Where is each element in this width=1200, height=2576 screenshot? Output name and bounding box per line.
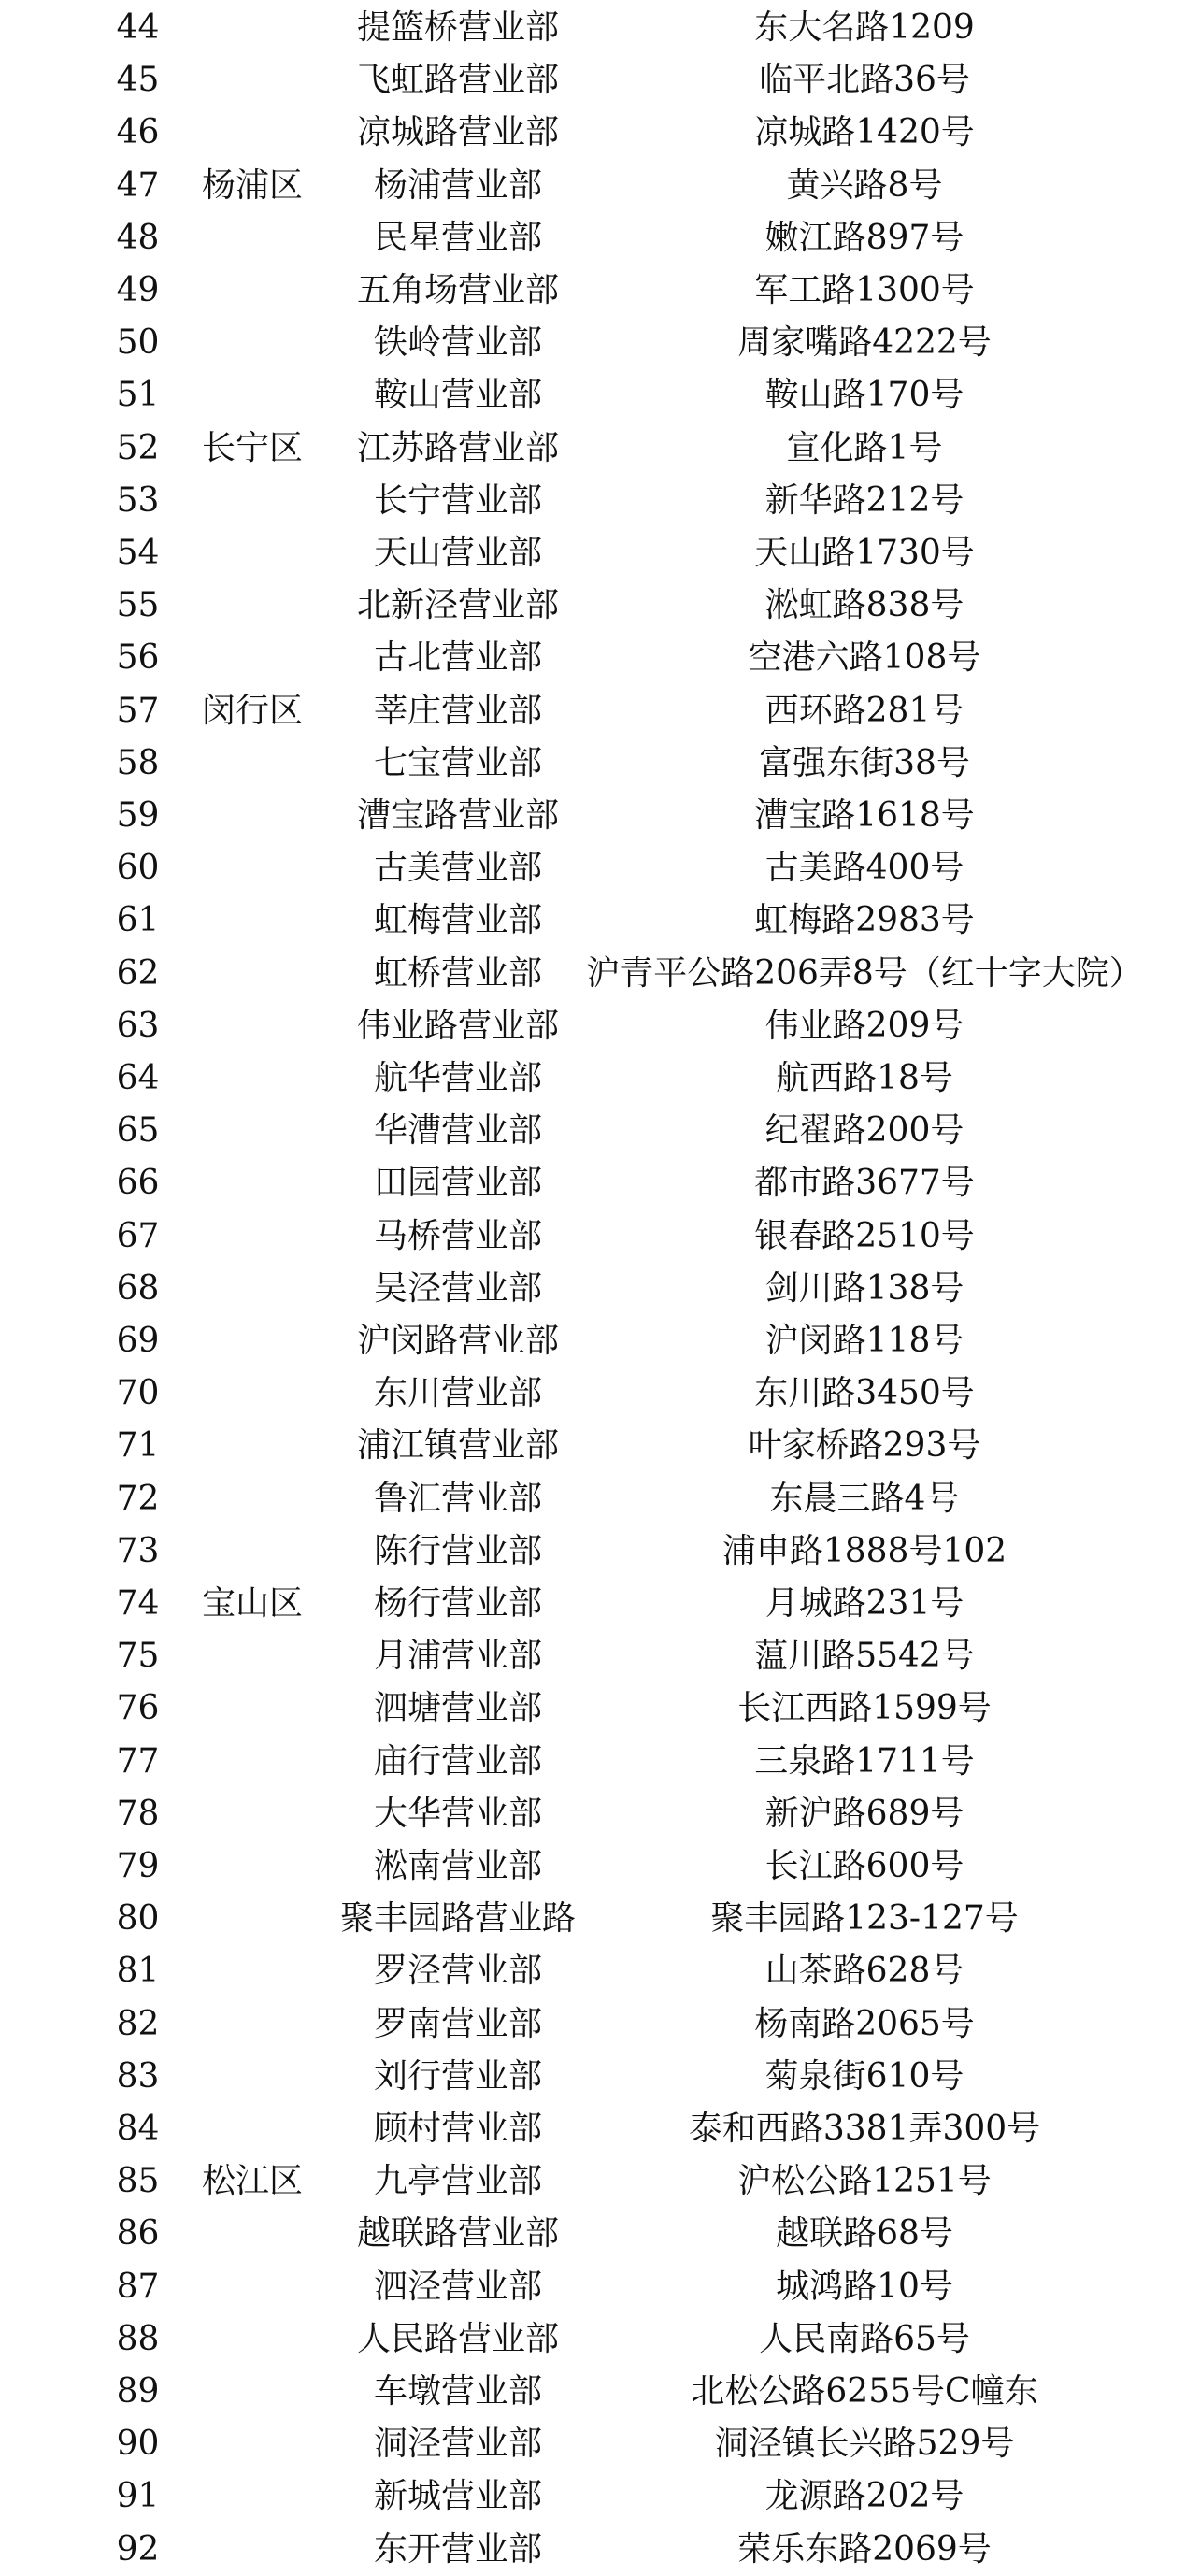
district-cell — [182, 1893, 322, 1945]
table-row — [0, 1000, 1200, 1052]
branch-name-cell: 鲁汇营业部 — [373, 1479, 542, 1518]
district-cell — [182, 1315, 322, 1367]
table-row — [0, 2366, 1200, 2418]
branch-name-cell: 东开营业部 — [373, 2529, 542, 2569]
table-row — [0, 54, 1200, 107]
row-number: 68 — [116, 1268, 160, 1308]
row-number: 57 — [116, 691, 160, 730]
address-cell: 泰和西路3381弄300号 — [688, 2110, 1041, 2148]
address-cell: 西环路281号 — [764, 691, 964, 730]
row-number: 89 — [116, 2372, 160, 2411]
table-row — [0, 685, 1200, 737]
table-row — [0, 737, 1200, 790]
address-cell: 凉城路1420号 — [754, 113, 975, 152]
table-row — [0, 1578, 1200, 1630]
district-cell — [182, 2103, 322, 2155]
district-cell — [182, 1788, 322, 1840]
address-cell: 越联路68号 — [776, 2214, 953, 2254]
address-cell: 沪闵路118号 — [764, 1322, 964, 1360]
table-row — [0, 160, 1200, 212]
branch-name-cell: 越联路营业部 — [356, 2214, 559, 2254]
branch-name-cell: 天山营业部 — [373, 534, 542, 572]
district-cell — [182, 1630, 322, 1682]
address-cell: 荣乐东路2069号 — [737, 2529, 992, 2569]
district-cell — [182, 1052, 322, 1105]
district-cell — [182, 1367, 322, 1420]
row-number: 86 — [116, 2214, 160, 2254]
row-number: 54 — [116, 534, 160, 572]
address-cell: 三泉路1711号 — [754, 1741, 975, 1781]
district-cell — [182, 1945, 322, 1997]
branch-name-cell: 漕宝路营业部 — [356, 796, 559, 835]
address-cell: 北松公路6255号C幢东 — [691, 2372, 1038, 2411]
row-number: 63 — [116, 1006, 160, 1045]
district-cell — [182, 2418, 322, 2470]
row-number: 45 — [116, 61, 160, 100]
district-cell — [182, 475, 322, 527]
address-cell: 天山路1730号 — [754, 534, 975, 572]
district-cell — [182, 948, 322, 1000]
row-number: 61 — [116, 901, 160, 940]
table-row — [0, 1210, 1200, 1263]
district-cell — [182, 317, 322, 369]
row-number: 76 — [116, 1689, 160, 1728]
table-row — [0, 1473, 1200, 1525]
row-number: 51 — [116, 376, 160, 415]
district-cell — [182, 1000, 322, 1052]
district-cell — [182, 1473, 322, 1525]
district-cell — [182, 2261, 322, 2313]
address-cell: 军工路1300号 — [754, 271, 975, 309]
address-cell: 虹梅路2983号 — [754, 901, 975, 940]
branch-name-cell: 七宝营业部 — [373, 743, 542, 782]
branch-name-cell: 浦江镇营业部 — [356, 1426, 559, 1466]
row-number: 60 — [116, 849, 160, 888]
address-cell: 长江西路1599号 — [737, 1689, 992, 1728]
row-number: 67 — [116, 1216, 160, 1255]
district-cell — [182, 212, 322, 265]
district-cell: 松江区 — [201, 2162, 303, 2201]
row-number: 80 — [116, 1899, 160, 1939]
branch-name-cell: 虹桥营业部 — [373, 953, 542, 993]
row-number: 82 — [116, 2004, 160, 2043]
district-cell: 长宁区 — [201, 428, 303, 467]
table-row — [0, 2103, 1200, 2155]
branch-name-cell: 鞍山营业部 — [373, 376, 542, 415]
address-cell: 新华路212号 — [764, 480, 964, 520]
address-cell: 龙源路202号 — [764, 2477, 964, 2516]
table-row — [0, 2051, 1200, 2103]
branch-name-cell: 淞南营业部 — [373, 1847, 542, 1885]
address-cell: 鞍山路170号 — [764, 376, 964, 415]
table-row — [0, 2418, 1200, 2470]
address-cell: 浦申路1888号102 — [721, 1531, 1007, 1570]
address-cell: 宣化路1号 — [786, 428, 943, 467]
table-row — [0, 317, 1200, 369]
branch-name-cell: 凉城路营业部 — [356, 113, 559, 152]
row-number: 85 — [116, 2162, 160, 2201]
table-row — [0, 1105, 1200, 1157]
table-row — [0, 475, 1200, 527]
table-row — [0, 894, 1200, 947]
table-row — [0, 265, 1200, 317]
branch-name-cell: 马桥营业部 — [373, 1216, 542, 1255]
table-row — [0, 1840, 1200, 1893]
row-number: 73 — [116, 1531, 160, 1570]
address-cell: 沪松公路1251号 — [737, 2162, 992, 2201]
branch-name-cell: 古美营业部 — [373, 849, 542, 888]
branch-name-cell: 伟业路营业部 — [356, 1006, 559, 1045]
district-cell — [182, 2524, 322, 2576]
row-number: 62 — [116, 953, 160, 993]
row-number: 59 — [116, 796, 160, 835]
branch-name-cell: 新城营业部 — [373, 2477, 542, 2516]
table-row — [0, 2313, 1200, 2366]
branch-name-cell: 飞虹路营业部 — [356, 61, 559, 100]
row-number: 92 — [116, 2529, 160, 2569]
row-number: 81 — [116, 1952, 160, 1991]
branch-name-cell: 田园营业部 — [373, 1164, 542, 1203]
address-cell: 聚丰园路123-127号 — [710, 1899, 1019, 1939]
branch-name-cell: 人民路营业部 — [356, 2319, 559, 2358]
district-cell: 杨浦区 — [201, 165, 303, 205]
table-row — [0, 212, 1200, 265]
district-cell — [182, 107, 322, 159]
table-row — [0, 632, 1200, 684]
address-cell: 富强东街38号 — [759, 743, 970, 782]
row-number: 70 — [116, 1374, 160, 1413]
row-number: 44 — [116, 8, 160, 47]
row-number: 91 — [116, 2477, 160, 2516]
address-cell: 东川路3450号 — [754, 1374, 975, 1413]
address-cell: 古美路400号 — [764, 849, 964, 888]
branch-name-cell: 九亭营业部 — [373, 2162, 542, 2201]
address-cell: 漕宝路1618号 — [754, 796, 975, 835]
district-cell — [182, 580, 322, 632]
district-cell: 闵行区 — [201, 691, 303, 730]
district-cell — [182, 2366, 322, 2418]
branch-name-cell: 罗南营业部 — [373, 2004, 542, 2043]
address-cell: 沪青平公路206弄8号（红十字大院） — [586, 953, 1143, 993]
address-cell: 临平北路36号 — [759, 61, 970, 100]
row-number: 83 — [116, 2056, 160, 2096]
row-number: 66 — [116, 1164, 160, 1203]
row-number: 50 — [116, 323, 160, 363]
row-number: 72 — [116, 1479, 160, 1518]
row-number: 78 — [116, 1794, 160, 1833]
row-number: 49 — [116, 271, 160, 309]
branch-name-cell: 五角场营业部 — [356, 271, 559, 309]
row-number: 79 — [116, 1847, 160, 1885]
district-cell — [182, 2470, 322, 2523]
table-row — [0, 2524, 1200, 2576]
table-row — [0, 1788, 1200, 1840]
table-row — [0, 1893, 1200, 1945]
branch-name-cell: 东川营业部 — [373, 1374, 542, 1413]
branch-name-cell: 古北营业部 — [373, 638, 542, 678]
table-row — [0, 580, 1200, 632]
row-number: 69 — [116, 1322, 160, 1360]
branch-name-cell: 陈行营业部 — [373, 1531, 542, 1570]
table-row — [0, 369, 1200, 422]
row-number: 46 — [116, 113, 160, 152]
table-row — [0, 1052, 1200, 1105]
table-row — [0, 1525, 1200, 1578]
district-cell — [182, 790, 322, 842]
table-row — [0, 790, 1200, 842]
table-row — [0, 422, 1200, 475]
row-number: 88 — [116, 2319, 160, 2358]
row-number: 71 — [116, 1426, 160, 1466]
table-row — [0, 1630, 1200, 1682]
address-cell: 东晨三路4号 — [769, 1479, 960, 1518]
address-cell: 伟业路209号 — [764, 1006, 964, 1045]
table-row — [0, 1945, 1200, 1997]
branch-name-cell: 莘庄营业部 — [373, 691, 542, 730]
row-number: 58 — [116, 743, 160, 782]
table-row — [0, 2261, 1200, 2313]
table-row — [0, 1263, 1200, 1315]
branch-name-cell: 泗泾营业部 — [373, 2267, 542, 2306]
table-row — [0, 2155, 1200, 2208]
row-number: 74 — [116, 1584, 160, 1623]
district-cell — [182, 1736, 322, 1788]
branch-name-cell: 庙行营业部 — [373, 1741, 542, 1781]
district-cell — [182, 1998, 322, 2051]
district-cell — [182, 54, 322, 107]
address-cell: 洞泾镇长兴路529号 — [714, 2425, 1015, 2464]
branch-name-cell: 沪闵路营业部 — [356, 1322, 559, 1360]
district-cell — [182, 632, 322, 684]
row-number: 52 — [116, 428, 160, 467]
table-row — [0, 2470, 1200, 2523]
table-row — [0, 1315, 1200, 1367]
address-cell: 淞虹路838号 — [764, 586, 964, 625]
row-number: 77 — [116, 1741, 160, 1781]
district-cell — [182, 894, 322, 947]
address-cell: 城鸿路10号 — [776, 2267, 953, 2306]
row-number: 87 — [116, 2267, 160, 2306]
row-number: 47 — [116, 165, 160, 205]
district-cell — [182, 842, 322, 894]
table-row — [0, 1736, 1200, 1788]
district-cell — [182, 737, 322, 790]
row-number: 90 — [116, 2425, 160, 2464]
address-cell: 杨南路2065号 — [754, 2004, 975, 2043]
branch-name-cell: 长宁营业部 — [373, 480, 542, 520]
district-cell — [182, 1263, 322, 1315]
district-cell — [182, 1682, 322, 1735]
district-cell — [182, 1525, 322, 1578]
row-number: 75 — [116, 1637, 160, 1676]
address-cell: 新沪路689号 — [764, 1794, 964, 1833]
address-cell: 航西路18号 — [776, 1059, 953, 1097]
table-row — [0, 2208, 1200, 2260]
branch-name-cell: 聚丰园路营业路 — [339, 1899, 576, 1939]
row-number: 65 — [116, 1111, 160, 1151]
branch-name-cell: 华漕营业部 — [373, 1111, 542, 1151]
branch-name-cell: 铁岭营业部 — [373, 323, 542, 363]
district-cell — [182, 527, 322, 580]
address-cell: 东大名路1209 — [754, 8, 975, 47]
table-row — [0, 107, 1200, 159]
table-row — [0, 1157, 1200, 1209]
district-cell — [182, 1105, 322, 1157]
address-cell: 银春路2510号 — [754, 1216, 975, 1255]
address-cell: 空港六路108号 — [748, 638, 981, 678]
address-cell: 周家嘴路4222号 — [737, 323, 992, 363]
address-cell: 山茶路628号 — [764, 1952, 964, 1991]
branch-name-cell: 泗塘营业部 — [373, 1689, 542, 1728]
district-cell — [182, 2208, 322, 2260]
address-cell: 黄兴路8号 — [786, 165, 943, 205]
row-number: 64 — [116, 1059, 160, 1097]
table-row — [0, 2, 1200, 54]
district-cell — [182, 2313, 322, 2366]
address-cell: 蕰川路5542号 — [754, 1637, 975, 1676]
table-row — [0, 1998, 1200, 2051]
branch-name-cell: 洞泾营业部 — [373, 2425, 542, 2464]
branch-name-cell: 刘行营业部 — [373, 2056, 542, 2096]
address-cell: 纪翟路200号 — [764, 1111, 964, 1151]
branch-name-cell: 吴泾营业部 — [373, 1268, 542, 1308]
branch-name-cell: 北新泾营业部 — [356, 586, 559, 625]
address-cell: 菊泉街610号 — [764, 2056, 964, 2096]
table-row — [0, 1420, 1200, 1472]
branch-name-cell: 江苏路营业部 — [356, 428, 559, 467]
branch-name-cell: 顾村营业部 — [373, 2110, 542, 2148]
district-cell: 宝山区 — [201, 1584, 303, 1623]
branch-name-cell: 杨浦营业部 — [373, 165, 542, 205]
table-row — [0, 948, 1200, 1000]
branch-name-cell: 民星营业部 — [373, 218, 542, 257]
row-number: 53 — [116, 480, 160, 520]
district-cell — [182, 1420, 322, 1472]
branch-name-cell: 月浦营业部 — [373, 1637, 542, 1676]
address-cell: 都市路3677号 — [754, 1164, 975, 1203]
branch-name-cell: 大华营业部 — [373, 1794, 542, 1833]
address-cell: 嫩江路897号 — [764, 218, 964, 257]
branch-name-cell: 罗泾营业部 — [373, 1952, 542, 1991]
branch-name-cell: 车墩营业部 — [373, 2372, 542, 2411]
row-number: 48 — [116, 218, 160, 257]
table-row — [0, 527, 1200, 580]
branch-name-cell: 提篮桥营业部 — [356, 8, 559, 47]
district-cell — [182, 2051, 322, 2103]
table-row — [0, 842, 1200, 894]
branch-name-cell: 杨行营业部 — [373, 1584, 542, 1623]
district-cell — [182, 265, 322, 317]
address-cell: 人民南路65号 — [759, 2319, 970, 2358]
district-cell — [182, 369, 322, 422]
table-row — [0, 1367, 1200, 1420]
address-cell: 剑川路138号 — [764, 1268, 964, 1308]
table-row — [0, 1682, 1200, 1735]
address-cell: 叶家桥路293号 — [748, 1426, 981, 1466]
district-cell — [182, 1210, 322, 1263]
district-cell — [182, 2, 322, 54]
branch-name-cell: 航华营业部 — [373, 1059, 542, 1097]
address-cell: 长江路600号 — [764, 1847, 964, 1885]
district-cell — [182, 1157, 322, 1209]
row-number: 56 — [116, 638, 160, 678]
district-cell — [182, 1840, 322, 1893]
row-number: 55 — [116, 586, 160, 625]
address-cell: 月城路231号 — [764, 1584, 964, 1623]
branch-name-cell: 虹梅营业部 — [373, 901, 542, 940]
row-number: 84 — [116, 2110, 160, 2148]
